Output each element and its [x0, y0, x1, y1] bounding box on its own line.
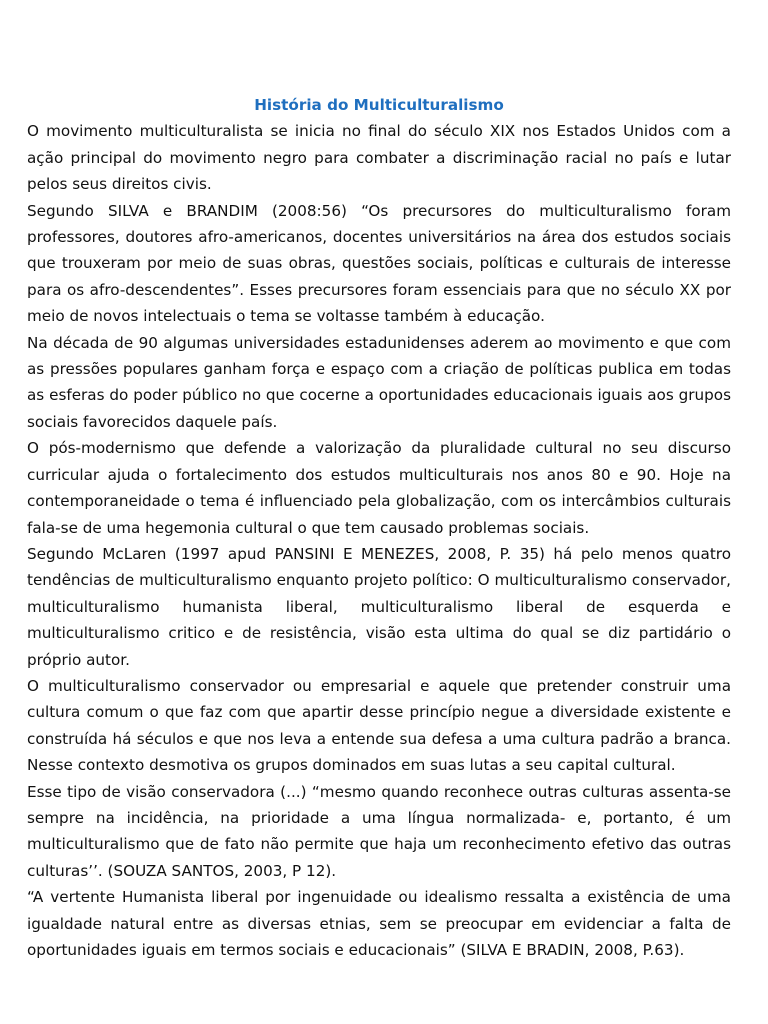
paragraph-4: O pós-modernismo que defende a valorização da pluralidade cultural no seu discurso curricular ajuda o fortalecimento dos estudos multiculturais nos anos 80 e 90. Hoje na contemporaneidade o tema é influenciado pela globalização, com os intercâmbios culturais fala-se de uma hegemonia cultural o que tem causado problemas sociais. [27, 439, 731, 537]
paragraph-7: Esse tipo de visão conservadora (...) “mesmo quando reconhece outras culturas assenta-se sempre na incidência, na prioridade a uma língua normalizada- e, portanto, é um multiculturalismo que de fato não permite que haja um reconhecimento efetivo das outras culturas’’. (SOUZA SANTOS, 2003, P 12). [27, 782, 731, 880]
document-title: História do Multiculturalismo [254, 96, 504, 114]
paragraph-8: “A vertente Humanista liberal por ingenuidade ou idealismo ressalta a existência de uma igualdade natural entre as diversas etnias, sem se preocupar em evidenciar a falta de oportunidades iguais em termos sociais e educacionais” (SILVA E BRADIN, 2008, P.63). [27, 888, 731, 959]
paragraph-5: Segundo McLaren (1997 apud PANSINI E MENEZES, 2008, P. 35) há pelo menos quatro tendências de multiculturalismo enquanto projeto político: O multiculturalismo conservador, multiculturalismo humanista liberal, multiculturalismo liberal de esquerda e multiculturalismo critico e de resistência, visão esta ultima do qual se diz partidário o próprio autor. [27, 544, 731, 669]
paragraph-2: Segundo SILVA e BRANDIM (2008:56) “Os precursores do multiculturalismo foram professores, doutores afro-americanos, docentes universitários na área dos estudos sociais que trouxeram por meio de suas obras, questões sociais, políticas e culturais de interesse para os afro-descendentes”. Esses precursores foram essenciais para que no século XX por meio de novos intelectuais o tema se voltasse também à educação. [27, 201, 731, 326]
paragraph-1: O movimento multiculturalista se inicia no final do século XIX nos Estados Unidos com a ação principal do movimento negro para combater a discriminação racial no país e lutar pelos seus direitos civis. [27, 122, 731, 194]
paragraph-6: O multiculturalismo conservador ou empresarial e aquele que pretender construir uma cultura comum o que faz com que apartir desse princípio negue a diversidade existente e construída há séculos e que nos leva a entende sua defesa a uma cultura padrão a branca. Nesse contexto desmotiva os grupos dominados em suas lutas a seu capital cultural. [27, 676, 731, 775]
document-body [27, 92, 731, 963]
paragraph-3: Na década de 90 algumas universidades estadunidenses aderem ao movimento e que com as pressões populares ganham força e espaço com a criação de políticas publica em todas as esferas do poder público no que cocerne a oportunidades educacionais iguais aos grupos sociais favorecidos daquele país. [27, 333, 731, 431]
